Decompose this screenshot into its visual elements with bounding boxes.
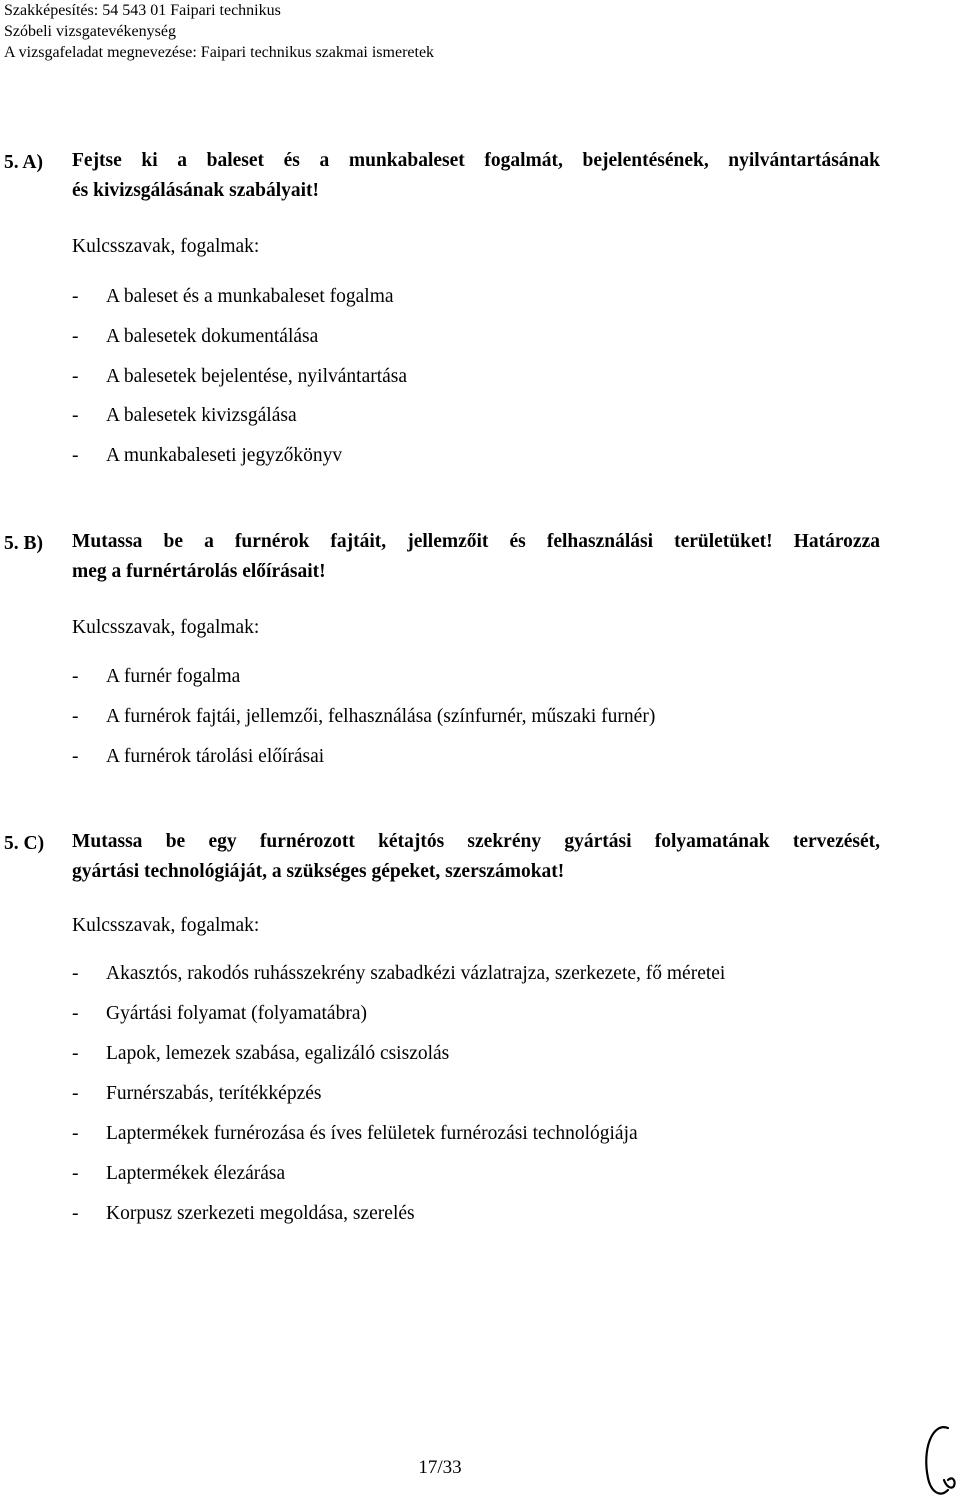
list-item — [72, 445, 342, 467]
list-item-text: Gyártási folyamat (folyamatábra) — [106, 1003, 367, 1024]
list-item-text: Furnérszabás, terítékképzés — [106, 1083, 322, 1104]
list-item — [72, 706, 655, 728]
bullet-dash: - — [72, 445, 79, 466]
bullet-dash: - — [72, 746, 79, 767]
list-item-text: Korpusz szerkezeti megoldása, szerelés — [106, 1203, 415, 1224]
bullet-dash: - — [72, 1163, 79, 1184]
keywords-label: Kulcsszavak, fogalmak: — [72, 617, 260, 638]
bullet-dash: - — [72, 405, 79, 426]
bullet-dash: - — [72, 1083, 79, 1104]
question-line: meg a furnértárolás előírásait! — [72, 561, 326, 582]
bullet-dash: - — [72, 366, 79, 387]
list-item-text: A balesetek dokumentálása — [106, 326, 319, 347]
question-line: és kivizsgálásának szabályait! — [72, 180, 320, 201]
list-item-text: A balesetek bejelentése, nyilvántartása — [106, 366, 408, 387]
list-item — [72, 746, 324, 768]
section-number: 5. A) — [4, 152, 43, 173]
list-item-text: A balesetek kivizsgálása — [106, 405, 297, 426]
handwritten-signature — [918, 1420, 958, 1502]
keywords-label: Kulcsszavak, fogalmak: — [72, 915, 260, 936]
bullet-dash: - — [72, 666, 79, 687]
section-question — [72, 527, 880, 587]
section-number: 5. C) — [4, 833, 45, 854]
question-line: Mutassa be egy furnérozott kétajtós szekrény gyártási folyamatának tervezését, — [72, 831, 880, 852]
question-line: Mutassa be a furnérok fajtáit, jellemzőit és felhasználási területüket! Határozza — [72, 531, 880, 552]
list-item — [72, 1003, 367, 1025]
list-item-text: A baleset és a munkabaleset fogalma — [106, 286, 394, 307]
section-question — [72, 827, 880, 887]
header-qualification: Szakképesítés: 54 543 01 Faipari technikus — [4, 2, 281, 19]
bullet-dash: - — [72, 706, 79, 727]
question-line: gyártási technológiáját, a szükséges gépeket, szerszámokat! — [72, 861, 565, 882]
bullet-dash: - — [72, 963, 79, 984]
list-item — [72, 666, 240, 688]
list-item — [72, 286, 394, 308]
list-item-text: A munkabaleseti jegyzőkönyv — [106, 445, 343, 466]
question-line: Fejtse ki a baleset és a munkabaleset fogalmát, bejelentésének, nyilvántartásának — [72, 150, 880, 171]
list-item — [72, 1203, 415, 1225]
section-question — [72, 146, 880, 206]
document-header — [4, 0, 434, 63]
list-item — [72, 1163, 285, 1185]
list-item-text: Laptermékek élezárása — [106, 1163, 286, 1184]
list-item-text: Lapok, lemezek szabása, egalizáló csiszolás — [106, 1043, 450, 1064]
list-item-text: Laptermékek furnérozása és íves felületek furnérozási technológiája — [106, 1123, 638, 1144]
header-exam-type: Szóbeli vizsgatevékenység — [4, 23, 176, 40]
list-item-text: A furnér fogalma — [106, 666, 241, 687]
list-item — [72, 405, 297, 427]
list-item-text: A furnérok tárolási előírásai — [106, 746, 325, 767]
bullet-dash: - — [72, 1043, 79, 1064]
page-number: 17/33 — [418, 1457, 462, 1478]
bullet-dash: - — [72, 1003, 79, 1024]
list-item — [72, 326, 318, 348]
list-item — [72, 366, 407, 388]
list-item-text: Akasztós, rakodós ruhásszekrény szabadkézi vázlatrajza, szerkezete, fő méretei — [106, 963, 726, 984]
bullet-dash: - — [72, 1123, 79, 1144]
list-item — [72, 1123, 638, 1145]
section-number: 5. B) — [4, 533, 43, 554]
list-item — [72, 963, 725, 985]
header-task-name: A vizsgafeladat megnevezése: Faipari technikus szakmai ismeretek — [4, 44, 435, 61]
list-item — [72, 1083, 322, 1105]
list-item — [72, 1043, 449, 1065]
keywords-label: Kulcsszavak, fogalmak: — [72, 236, 260, 257]
bullet-dash: - — [72, 1203, 79, 1224]
list-item-text: A furnérok fajtái, jellemzői, felhasználása (színfurnér, műszaki furnér) — [106, 706, 656, 727]
bullet-dash: - — [72, 286, 79, 307]
bullet-dash: - — [72, 326, 79, 347]
